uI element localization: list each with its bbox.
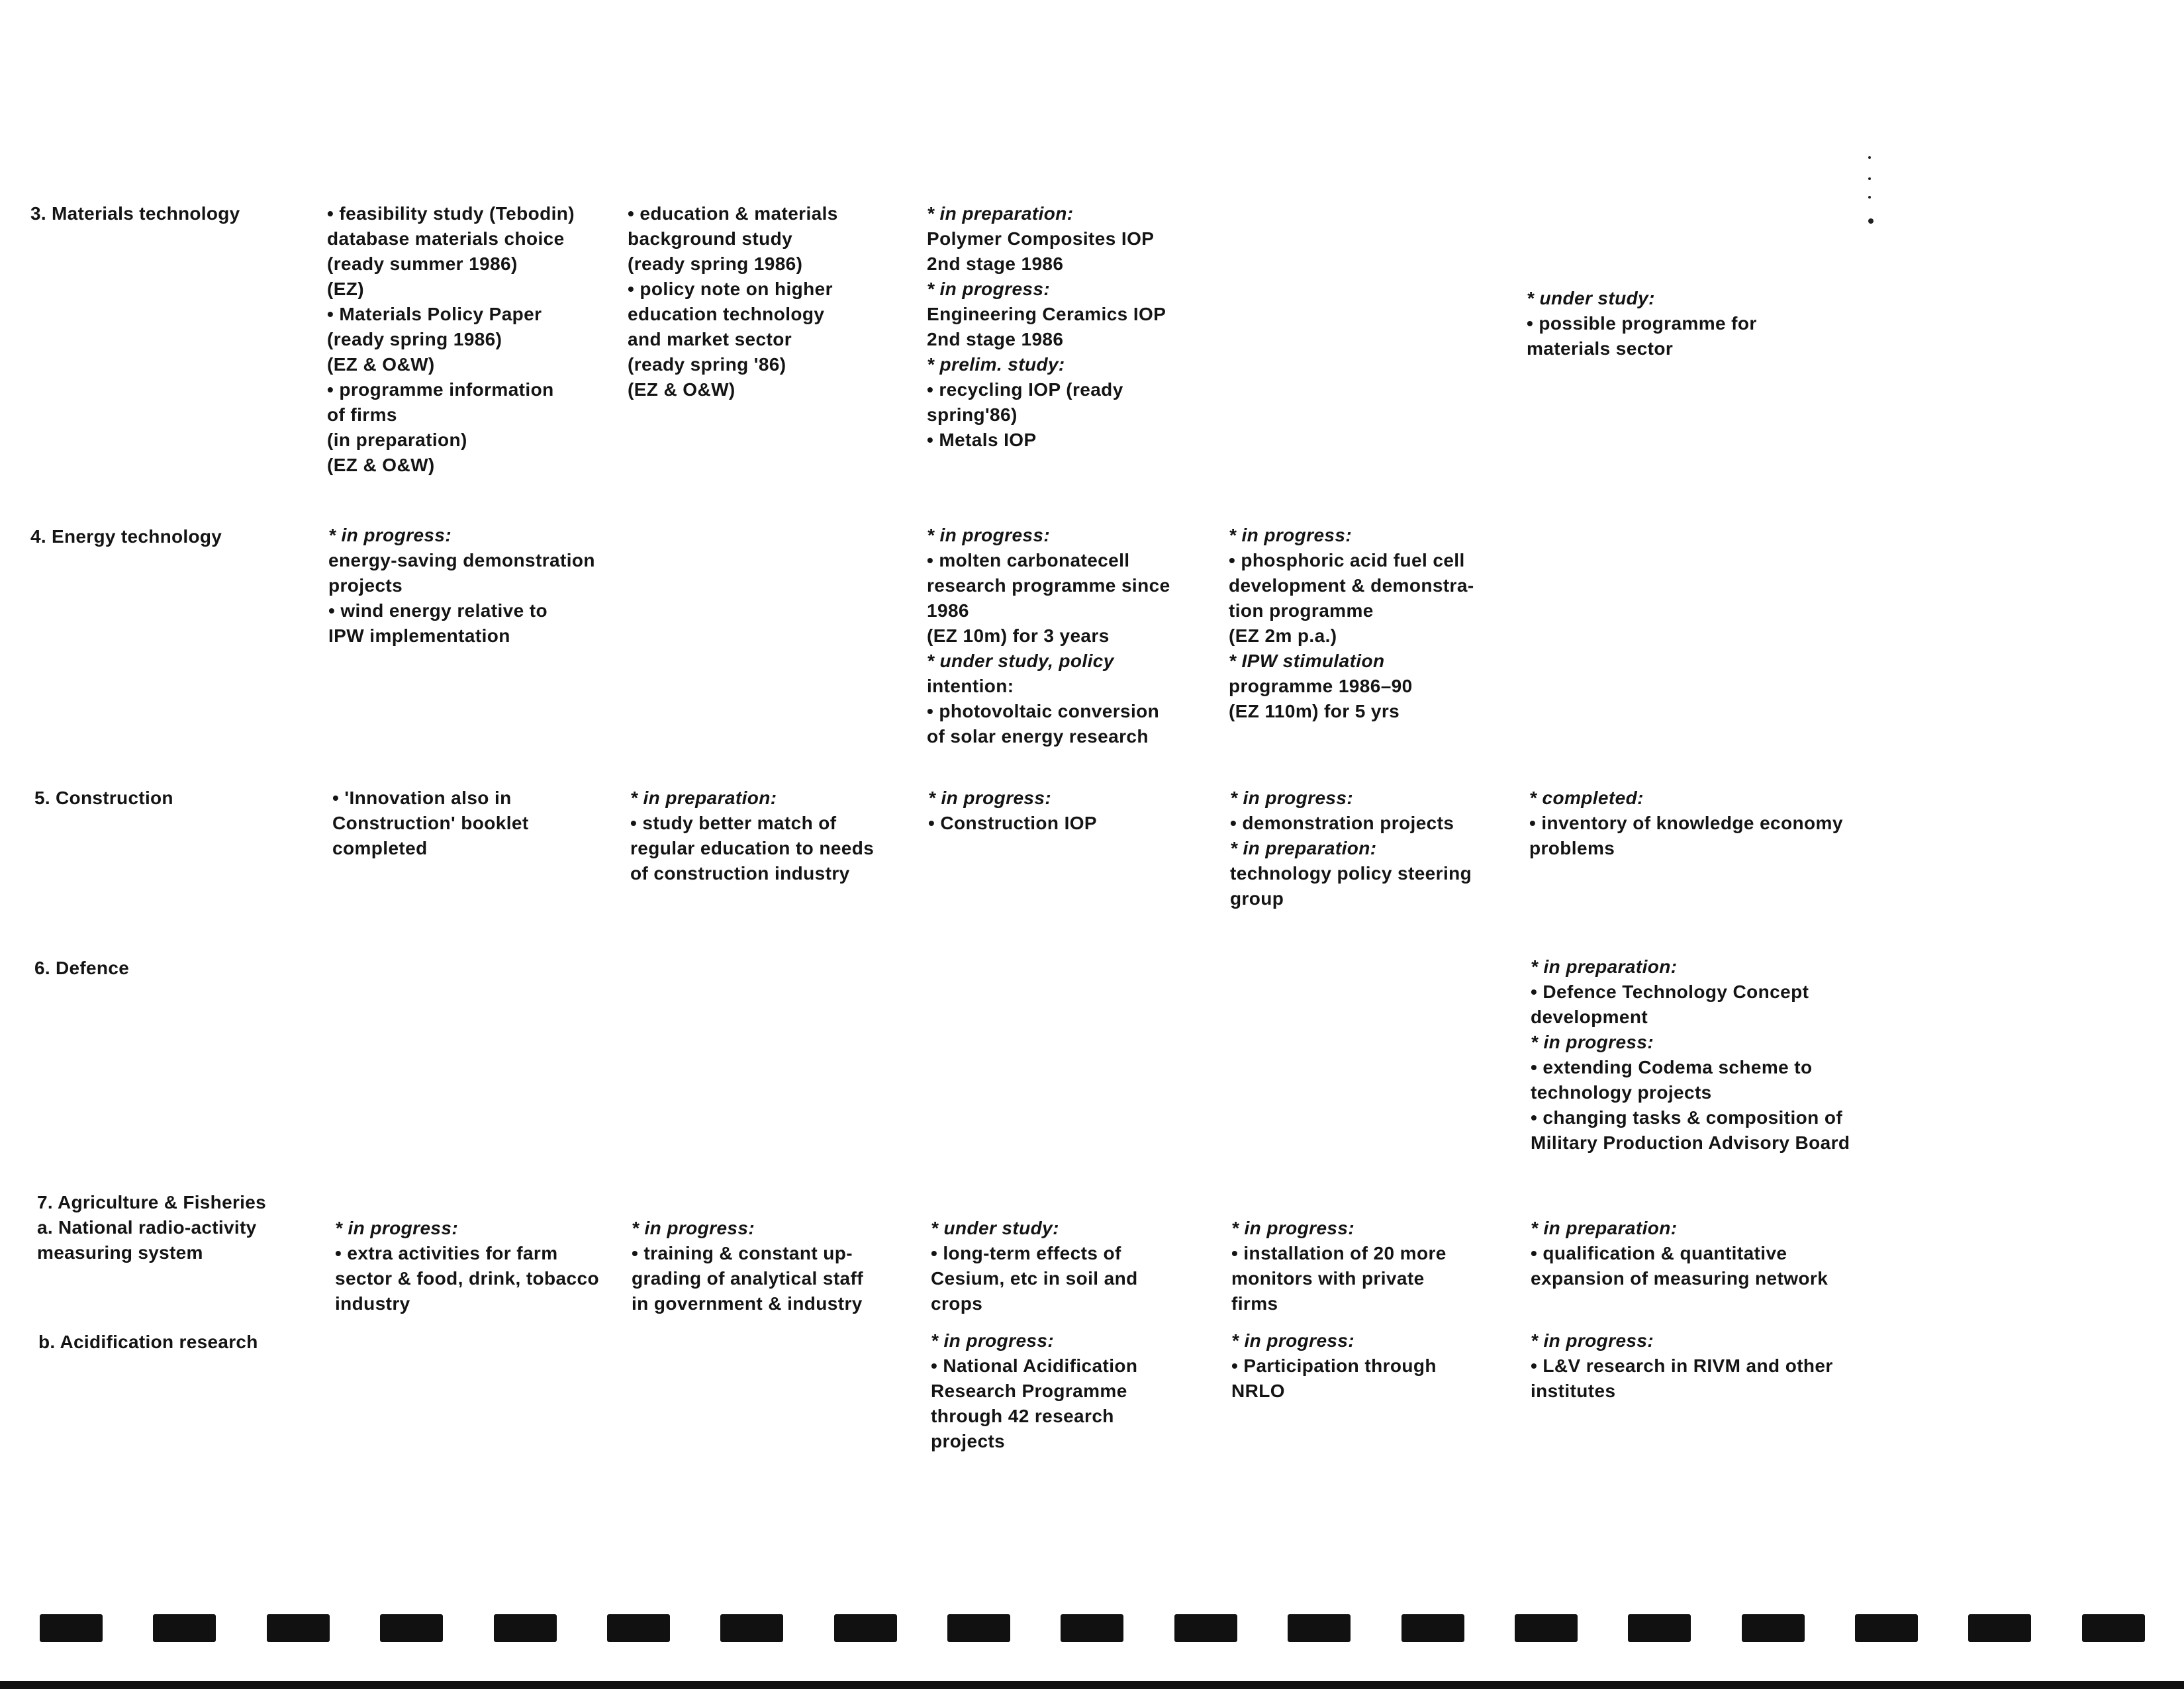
text-line: * in progress:: [1231, 1218, 1355, 1238]
text-line: * under study:: [931, 1218, 1059, 1238]
text-line: (ready spring 1986): [628, 253, 803, 274]
text-line: * in progress:: [931, 1330, 1055, 1351]
text-line: Military Production Advisory Board: [1531, 1132, 1850, 1153]
text-line: of construction industry: [630, 863, 850, 884]
text-line: 5. Construction: [34, 788, 173, 808]
row-label-construction: [34, 786, 173, 811]
cell-construction-col4: [1230, 786, 1472, 911]
cell-energy-col4: [1229, 523, 1474, 724]
cell-agriculture-col5: [1531, 1216, 1828, 1291]
text-line: development & demonstra-: [1229, 575, 1474, 596]
text-line: (in preparation): [327, 430, 467, 450]
speck-mark: [1868, 156, 1871, 159]
text-line: • phosphoric acid fuel cell: [1229, 550, 1465, 571]
text-line: • policy note on higher: [628, 279, 833, 299]
row-label-energy: [30, 524, 222, 549]
text-line: • education & materials: [628, 203, 838, 224]
speck-mark: [1868, 218, 1874, 224]
text-line: technology projects: [1531, 1082, 1712, 1103]
text-line: • feasibility study (Tebodin): [327, 203, 575, 224]
speck-mark: [1868, 177, 1871, 180]
bottom-rule: [0, 1681, 2184, 1689]
cell-construction-col3: [928, 786, 1097, 836]
text-line: expansion of measuring network: [1531, 1268, 1828, 1289]
text-line: materials sector: [1527, 338, 1674, 359]
text-line: * in progress:: [335, 1218, 459, 1238]
text-line: projects: [931, 1431, 1006, 1451]
perforation-dash: [720, 1614, 783, 1642]
text-line: (ready spring 1986): [327, 329, 502, 349]
perforation-dash: [834, 1614, 897, 1642]
text-line: industry: [335, 1293, 410, 1314]
cell-agriculture-col2: [632, 1216, 863, 1316]
cell-energy-col3: [927, 523, 1170, 749]
perforation-dash: [1174, 1614, 1237, 1642]
text-line: • 'Innovation also in: [332, 788, 512, 808]
text-line: * in progress:: [1531, 1330, 1654, 1351]
perforation-dash: [1288, 1614, 1351, 1642]
text-line: • extra activities for farm: [335, 1243, 558, 1263]
text-line: * in preparation:: [1531, 956, 1678, 977]
text-line: regular education to needs: [630, 838, 875, 858]
perforation-strip: [40, 1610, 2145, 1647]
text-line: * in preparation:: [1230, 838, 1377, 858]
text-line: spring'86): [927, 404, 1018, 425]
text-line: * in preparation:: [1531, 1218, 1678, 1238]
perforation-dash: [607, 1614, 670, 1642]
text-line: 3. Materials technology: [30, 203, 240, 224]
text-line: institutes: [1531, 1381, 1616, 1401]
cell-materials-col1: [327, 201, 575, 478]
text-line: group: [1230, 888, 1284, 909]
text-line: • extending Codema scheme to: [1531, 1057, 1813, 1077]
text-line: tion programme: [1229, 600, 1374, 621]
text-line: * in progress:: [1230, 788, 1354, 808]
text-line: NRLO: [1231, 1381, 1285, 1401]
cell-agriculture-col3: [931, 1216, 1138, 1316]
perforation-dash: [2082, 1614, 2145, 1642]
text-line: • possible programme for: [1527, 313, 1757, 334]
text-line: • wind energy relative to: [328, 600, 548, 621]
text-line: through 42 research: [931, 1406, 1114, 1426]
text-line: * under study, policy: [927, 651, 1114, 671]
text-line: firms: [1231, 1293, 1278, 1314]
text-line: crops: [931, 1293, 983, 1314]
cell-construction-col5: [1529, 786, 1843, 861]
text-line: IPW implementation: [328, 625, 510, 646]
text-line: Research Programme: [931, 1381, 1127, 1401]
text-line: • changing tasks & composition of: [1531, 1107, 1843, 1128]
text-line: Cesium, etc in soil and: [931, 1268, 1138, 1289]
text-line: Polymer Composites IOP: [927, 228, 1155, 249]
text-line: • L&V research in RIVM and other: [1531, 1355, 1833, 1376]
text-line: intention:: [927, 676, 1014, 696]
text-line: of firms: [327, 404, 397, 425]
row-label-agriculture: [37, 1190, 266, 1265]
row-label-acidification: [38, 1330, 258, 1355]
text-line: (EZ 10m) for 3 years: [927, 625, 1110, 646]
text-line: * in preparation:: [927, 203, 1074, 224]
text-line: measuring system: [37, 1242, 203, 1263]
text-line: projects: [328, 575, 403, 596]
text-line: background study: [628, 228, 793, 249]
text-line: • Materials Policy Paper: [327, 304, 542, 324]
perforation-dash: [1968, 1614, 2031, 1642]
text-line: • programme information: [327, 379, 554, 400]
text-line: * in progress:: [1231, 1330, 1355, 1351]
text-line: (ready summer 1986): [327, 253, 518, 274]
text-line: technology policy steering: [1230, 863, 1472, 884]
text-line: * under study:: [1527, 288, 1655, 308]
text-line: b. Acidification research: [38, 1332, 258, 1352]
text-line: • demonstration projects: [1230, 813, 1454, 833]
text-line: problems: [1529, 838, 1615, 858]
text-line: (EZ & O&W): [327, 455, 435, 475]
text-line: * completed:: [1529, 788, 1644, 808]
perforation-dash: [267, 1614, 330, 1642]
text-line: * in progress:: [328, 525, 452, 545]
cell-materials-col2: [628, 201, 838, 402]
text-line: in government & industry: [632, 1293, 863, 1314]
text-line: • National Acidification: [931, 1355, 1138, 1376]
text-line: * IPW stimulation: [1229, 651, 1385, 671]
perforation-dash: [1061, 1614, 1123, 1642]
perforation-dash: [1855, 1614, 1918, 1642]
cell-acidification-col4: [1231, 1328, 1437, 1404]
text-line: • qualification & quantitative: [1531, 1243, 1787, 1263]
text-line: * prelim. study:: [927, 354, 1065, 375]
perforation-dash: [1628, 1614, 1691, 1642]
text-line: grading of analytical staff: [632, 1268, 863, 1289]
text-line: • Construction IOP: [928, 813, 1098, 833]
text-line: completed: [332, 838, 428, 858]
text-line: education technology: [628, 304, 825, 324]
text-line: 7. Agriculture & Fisheries: [37, 1192, 266, 1212]
text-line: database materials choice: [327, 228, 565, 249]
cell-agriculture-col4: [1231, 1216, 1447, 1316]
text-line: • installation of 20 more: [1231, 1243, 1447, 1263]
cell-materials-col3: [927, 201, 1166, 453]
perforation-dash: [1742, 1614, 1805, 1642]
text-line: programme 1986–90: [1229, 676, 1413, 696]
text-line: 2nd stage 1986: [927, 329, 1064, 349]
text-line: energy-saving demonstration: [328, 550, 595, 571]
text-line: * in progress:: [927, 279, 1051, 299]
cell-energy-col1: [328, 523, 595, 649]
text-line: • study better match of: [630, 813, 837, 833]
text-line: 1986: [927, 600, 969, 621]
text-line: development: [1531, 1007, 1648, 1027]
cell-construction-col1: [332, 786, 529, 861]
text-line: * in progress:: [632, 1218, 755, 1238]
perforation-dash: [947, 1614, 1010, 1642]
perforation-dash: [1515, 1614, 1578, 1642]
text-line: Construction' booklet: [332, 813, 529, 833]
text-line: * in progress:: [1229, 525, 1353, 545]
text-line: (EZ & O&W): [628, 379, 736, 400]
text-line: • Metals IOP: [927, 430, 1037, 450]
text-line: • molten carbonatecell: [927, 550, 1130, 571]
perforation-dash: [153, 1614, 216, 1642]
text-line: • inventory of knowledge economy: [1529, 813, 1843, 833]
text-line: (EZ & O&W): [327, 354, 435, 375]
text-line: (EZ 110m) for 5 yrs: [1229, 701, 1400, 721]
text-line: sector & food, drink, tobacco: [335, 1268, 599, 1289]
perforation-dash: [1401, 1614, 1464, 1642]
speck-mark: [1868, 196, 1871, 199]
text-line: • Participation through: [1231, 1355, 1437, 1376]
cell-defence-col5: [1531, 954, 1850, 1156]
text-line: research programme since: [927, 575, 1170, 596]
text-line: * in progress:: [928, 788, 1052, 808]
text-line: a. National radio-activity: [37, 1217, 257, 1238]
text-line: • training & constant up-: [632, 1243, 853, 1263]
text-line: 2nd stage 1986: [927, 253, 1064, 274]
cell-agriculture-col1: [335, 1216, 599, 1316]
text-line: * in progress:: [1531, 1032, 1654, 1052]
row-label-materials: [30, 201, 240, 226]
perforation-dash: [40, 1614, 103, 1642]
text-line: 6. Defence: [34, 958, 130, 978]
cell-materials-col5: [1527, 286, 1757, 361]
text-line: (EZ): [327, 279, 365, 299]
text-line: • long-term effects of: [931, 1243, 1121, 1263]
perforation-dash: [494, 1614, 557, 1642]
row-label-defence: [34, 956, 129, 981]
text-line: of solar energy research: [927, 726, 1149, 747]
perforation-dash: [380, 1614, 443, 1642]
cell-acidification-col5: [1531, 1328, 1833, 1404]
cell-acidification-col3: [931, 1328, 1137, 1454]
text-line: • recycling IOP (ready: [927, 379, 1123, 400]
text-line: (ready spring '86): [628, 354, 786, 375]
text-line: Engineering Ceramics IOP: [927, 304, 1166, 324]
text-line: monitors with private: [1231, 1268, 1425, 1289]
text-line: 4. Energy technology: [30, 526, 222, 547]
text-line: and market sector: [628, 329, 792, 349]
cell-construction-col2: [630, 786, 874, 886]
text-line: • Defence Technology Concept: [1531, 981, 1809, 1002]
text-line: • photovoltaic conversion: [927, 701, 1160, 721]
text-line: * in preparation:: [630, 788, 777, 808]
text-line: (EZ 2m p.a.): [1229, 625, 1337, 646]
text-line: * in progress:: [927, 525, 1051, 545]
